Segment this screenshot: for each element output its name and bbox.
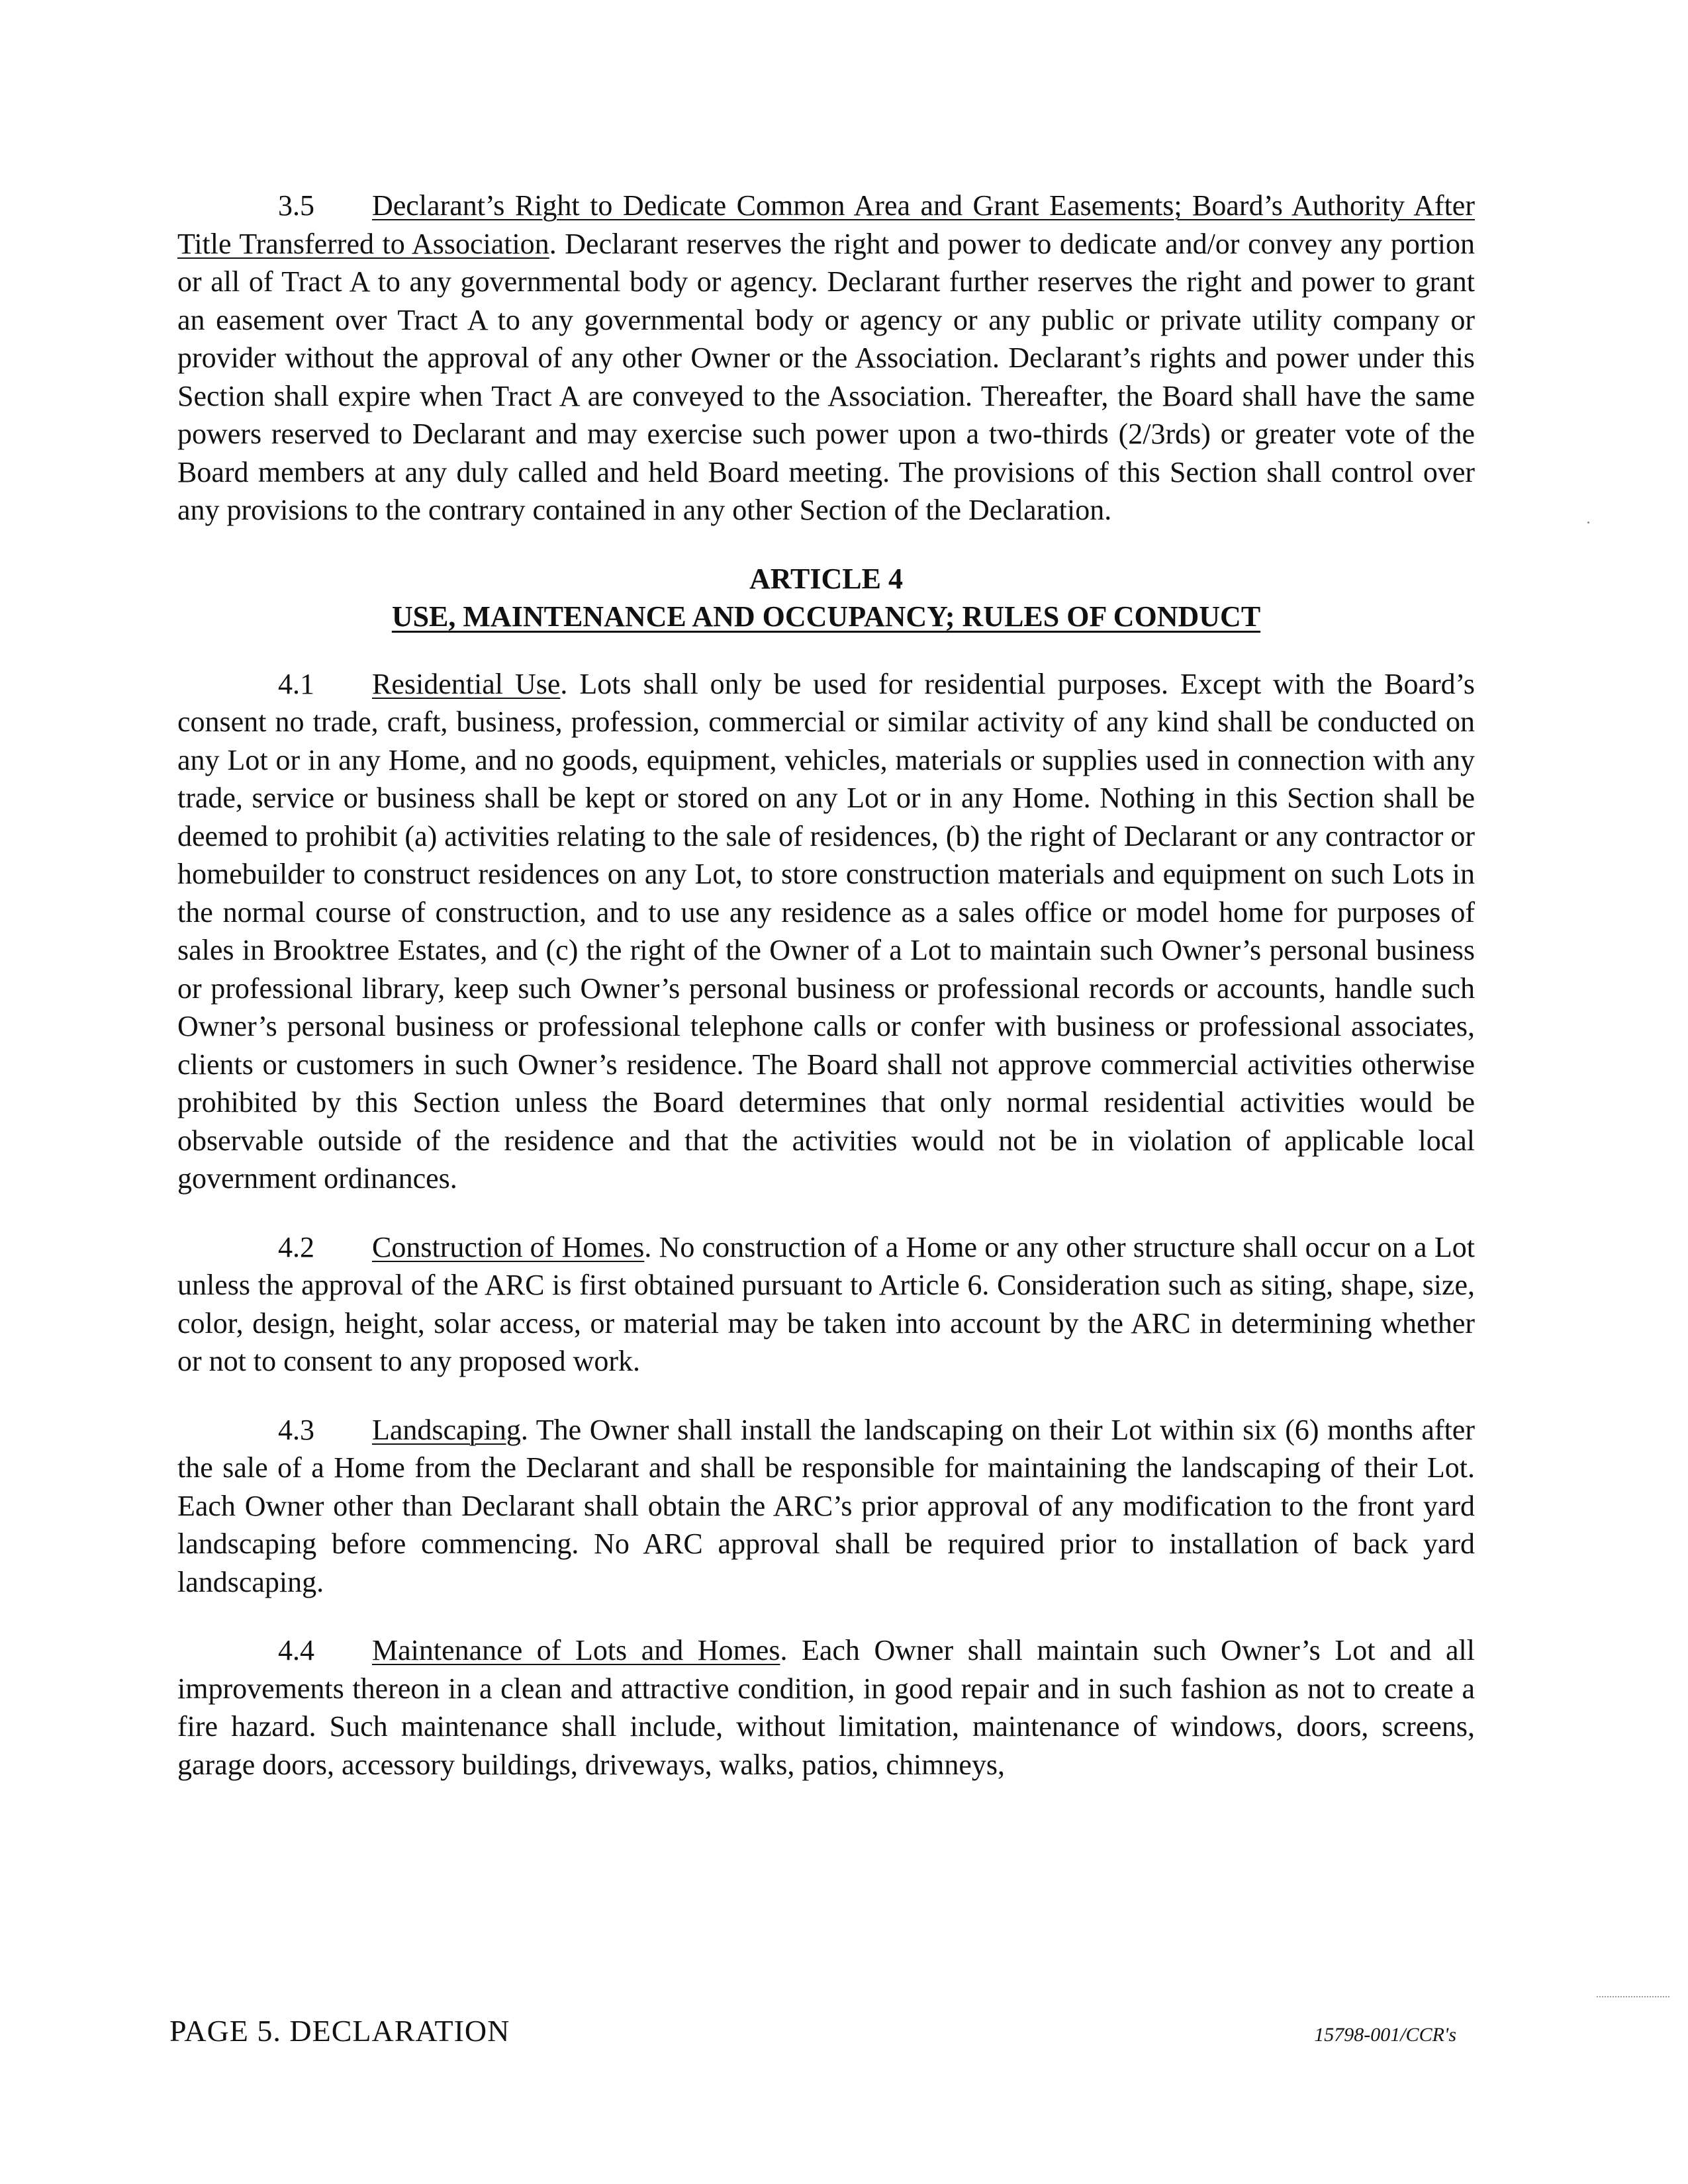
section-4-3: 4.3 Landscaping. The Owner shall install the landscaping on their Lot within six (6) months after the sale of a Home from the Declarant and shall be responsible for maintaining the landscaping of their Lot. Each Owner other than Declarant shall obtain the ARC’s prior approval of any modification to the front yard landscaping before commencing. No ARC approval shall be required prior to installation of back yard landscaping. xyxy=(177,1411,1475,1602)
section-title: Landscaping xyxy=(372,1413,521,1446)
article-heading: USE, MAINTENANCE AND OCCUPANCY; RULES OF CONDUCT xyxy=(391,600,1261,633)
section-number: 4.3 xyxy=(278,1413,314,1446)
scan-edge-mark xyxy=(1597,1996,1669,1997)
section-text: No construction of a Home or any other structure shall occur on a Lot unless the approval of the ARC is first obtained pursuant to Article 6. Consideration such as siting, shape, size, color, design, height, solar access, or material may be taken into account by the ARC in determining whether or not to consent to any proposed work. xyxy=(177,1230,1475,1377)
section-title: Construction of Homes xyxy=(372,1230,645,1263)
scan-speck xyxy=(1587,522,1589,523)
section-text: Declarant reserves the right and power to dedicate and/or convey any portion or all of Tract A to any governmental body or agency. Declarant further reserves the right and power to grant an easement over Tract A to any governmental body or agency or any public or private utility company or provider without the approval of any other Owner or the Association. Declarant’s rights and power under this Section shall expire when Tract A are conveyed to the Association. Thereafter, the Board shall have the same powers reserved to Declarant and may exercise such power upon a two-thirds (2/3rds) or greater vote of the Board members at any duly called and held Board meeting. The provisions of this Section shall control over any provisions to the contrary contained in any other Section of the Declaration. xyxy=(177,227,1475,526)
article-header xyxy=(177,560,1475,636)
section-4-2: 4.2 Construction of Homes. No construction of a Home or any other structure shall occur on a Lot unless the approval of the ARC is first obtained pursuant to Article 6. Consideration such as siting, shape, size, color, design, height, solar access, or material may be taken into account by the ARC in determining whether or not to consent to any proposed work. xyxy=(177,1228,1475,1381)
page-body xyxy=(177,187,1475,1814)
footer-page-label: PAGE 5. DECLARATION xyxy=(169,2014,510,2048)
section-number: 4.2 xyxy=(278,1230,314,1263)
section-title: Maintenance of Lots and Homes xyxy=(372,1634,780,1666)
section-text: Lots shall only be used for residential purposes. Except with the Board’s consent no trade, craft, business, profession, commercial or similar activity of any kind shall be conducted on any Lot or in any Home, and no goods, equipment, vehicles, materials or supplies used in connection with any trade, service or business shall be kept or stored on any Lot or in any Home. Nothing in this Section shall be deemed to prohibit (a) activities relating to the sale of residences, (b) the right of Declarant or any contractor or homebuilder to construct residences on any Lot, to store construction materials and equipment on such Lots in the normal course of construction, and to use any residence as a sales office or model home for purposes of sales in Brooktree Estates, and (c) the right of the Owner of a Lot to maintain such Owner’s personal business or professional library, keep such Owner’s personal business or professional records or accounts, handle such Owner’s personal business or professional telephone calls or confer with business or professional associates, clients or customers in such Owner’s residence. The Board shall not approve commercial activities otherwise prohibited by this Section unless the Board determines that only normal residential activities would be observable outside of the residence and that the activities would not be in violation of applicable local government ordinances. xyxy=(177,667,1475,1195)
section-3-5: 3.5 Declarant’s Right to Dedicate Common Area and Grant Easements; Board’s Authority After Title Transferred to Association. Declarant reserves the right and power to dedicate and/or convey any portion or all of Tract A to any governmental body or agency. Declarant further reserves the right and power to grant an easement over Tract A to any governmental body or agency or any public or private utility company or provider without the approval of any other Owner or the Association. Declarant’s rights and power under this Section shall expire when Tract A are conveyed to the Association. Thereafter, the Board shall have the same powers reserved to Declarant and may exercise such power upon a two-thirds (2/3rds) or greater vote of the Board members at any duly called and held Board meeting. The provisions of this Section shall control over any provisions to the contrary contained in any other Section of the Declaration. xyxy=(177,187,1475,529)
section-number: 4.1 xyxy=(278,667,314,700)
section-4-1: 4.1 Residential Use. Lots shall only be used for residential purposes. Except with the Board’s consent no trade, craft, business, profession, commercial or similar activity of any kind shall be conducted on any Lot or in any Home, and no goods, equipment, vehicles, materials or supplies used in connection with any trade, service or business shall be kept or stored on any Lot or in any Home. Nothing in this Section shall be deemed to prohibit (a) activities relating to the sale of residences, (b) the right of Declarant or any contractor or homebuilder to construct residences on any Lot, to store construction materials and equipment on such Lots in the normal course of construction, and to use any residence as a sales office or model home for purposes of sales in Brooktree Estates, and (c) the right of the Owner of a Lot to maintain such Owner’s personal business or professional library, keep such Owner’s personal business or professional records or accounts, handle such Owner’s personal business or professional telephone calls or confer with business or professional associates, clients or customers in such Owner’s residence. The Board shall not approve commercial activities otherwise prohibited by this Section unless the Board determines that only normal residential activities would be observable outside of the residence and that the activities would not be in violation of applicable local government ordinances. xyxy=(177,665,1475,1198)
section-text: The Owner shall install the landscaping on their Lot within six (6) months after the sale of a Home from the Declarant and shall be responsible for maintaining the landscaping of their Lot. Each Owner other than Declarant shall obtain the ARC’s prior approval of any modification to the front yard landscaping before commencing. No ARC approval shall be required prior to installation of back yard landscaping. xyxy=(177,1413,1475,1598)
section-number: 4.4 xyxy=(278,1634,314,1666)
section-title: Declarant’s Right to Dedicate Common Area and Grant Easements; Board’s Authority After Title Transferred to Association xyxy=(177,189,1475,260)
section-number: 3.5 xyxy=(278,189,314,222)
article-label: ARTICLE 4 xyxy=(749,562,903,595)
section-title: Residential Use xyxy=(372,667,561,700)
section-4-4: 4.4 Maintenance of Lots and Homes. Each Owner shall maintain such Owner’s Lot and all improvements thereon in a clean and attractive condition, in good repair and in such fashion as not to create a fire hazard. Such maintenance shall include, without limitation, maintenance of windows, doors, screens, garage doors, accessory buildings, driveways, walks, patios, chimneys, xyxy=(177,1631,1475,1784)
footer-doc-id: 15798-001/CCR's xyxy=(1314,2024,1456,2046)
section-text: Each Owner shall maintain such Owner’s Lot and all improvements thereon in a clean and attractive condition, in good repair and in such fashion as not to create a fire hazard. Such maintenance shall include, without limitation, maintenance of windows, doors, screens, garage doors, accessory buildings, driveways, walks, patios, chimneys, xyxy=(177,1634,1476,1781)
